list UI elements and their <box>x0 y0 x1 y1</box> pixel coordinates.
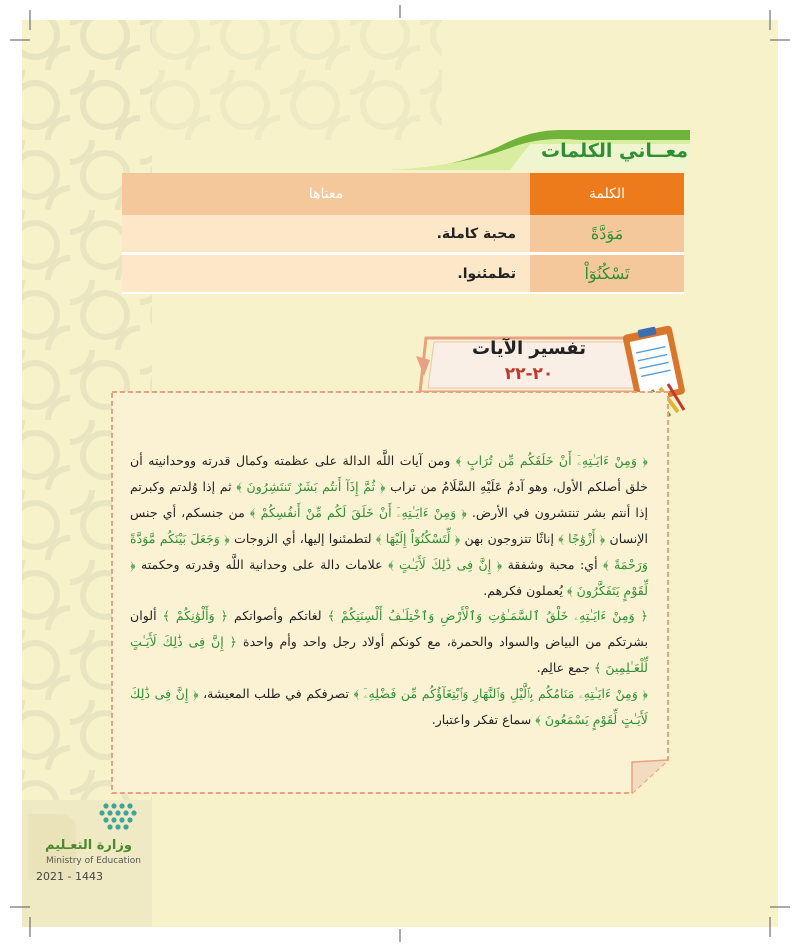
quran-verse: ﴿ وَمِنْ ءَايَـٰتِهِۦٓ أَنْ خَلَقَكُم مِّن تُرَابٍ ﴾ <box>455 453 648 468</box>
vocab-meaning: محبة كاملة. <box>122 215 530 254</box>
quran-verse: ﴿ وَمِنْ ءَايَـٰتِهِۦ خَلْقُ ٱلسَّمَـٰوَٰتِ وَٱلْأَرْضِ وَٱخْتِلَـٰفُ أَلْسِنَتِكُمْ ﴾ <box>327 608 649 624</box>
interpretation-text <box>130 448 648 733</box>
explanation: جمع عالِم. <box>536 660 590 676</box>
explanation: لغاتكم وأصواتكم <box>233 608 322 624</box>
vocabulary-table <box>122 173 684 294</box>
quran-verse: ﴿ وَجَعَلَ بَيْنَكُم مَّوَدَّةً وَرَحْمَةً ﴾ <box>130 530 648 572</box>
explanation: أي: محبة وشفقة <box>507 556 598 572</box>
quran-verse: ﴿ إِنَّ فِى ذَٰلِكَ لَأَيَـٰتٍ لِّقَوْمٍ يَسْمَعُونَ ﴾ <box>130 686 648 728</box>
interpretation-title: تفسير الآيات <box>471 338 587 359</box>
paragraph <box>130 448 648 603</box>
edition-year: 2021 - 1443 <box>36 870 103 883</box>
quran-verse: ﴿ إِنَّ فِى ذَٰلِكَ لَأَيَـٰتٍ ﴾ <box>388 556 503 572</box>
explanation: ألوان بشرتكم من البياض والسواد والحمرة، مع كونكم أولاد رجل واحد وأم واحدة <box>130 608 648 650</box>
verse-range: ٢٠-٢٢ <box>504 364 554 384</box>
column-header-word: الكلمة <box>530 173 684 215</box>
table-row <box>122 254 684 294</box>
explanation: تصرفكم في طلب المعيشة، <box>203 686 350 702</box>
explanation: علامات دالة على وحدانية اللَّه وقدرته وحكمته <box>140 556 383 572</box>
vocab-word: تَسْكُنُوٓاْ <box>530 254 684 294</box>
explanation: إناثًا تتزوجون بهن <box>464 530 554 546</box>
quran-verse: ﴿ ثُمَّ إِذَآ أَنتُم بَشَرٌ تَنتَشِرُونَ ﴾ <box>236 478 386 494</box>
paragraph <box>130 681 648 733</box>
column-header-meaning: معناها <box>122 173 530 215</box>
vocab-meaning: تطمئنوا. <box>122 254 530 294</box>
quran-verse: ﴿ إِنَّ فِى ذَٰلِكَ لَأَيَـٰتٍ لِّلْعَـٰلِمِينَ ﴾ <box>130 634 648 676</box>
paragraph <box>130 603 648 681</box>
explanation: ثم إذا وُلدتم وكبرتم إذا أنتم بشر تنتشرون في الأرض. <box>130 478 648 520</box>
quran-verse: ﴿ لِّتَسْكُنُوٓاْ إِلَيْهَا ﴾ <box>375 530 461 546</box>
quran-verse: ﴿ أَزْوَٰجًا ﴾ <box>558 530 606 546</box>
explanation: لتطمئنوا إليها، أي الزوجات <box>233 530 372 546</box>
ministry-name-english: Ministry of Education <box>46 856 141 866</box>
table-row <box>122 215 684 254</box>
quran-verse: ﴿ وَمِنْ ءَايَـٰتِهِۦٓ أَنْ خَلَقَ لَكُم مِّنْ أَنفُسِكُمْ ﴾ <box>249 504 467 520</box>
quran-verse: ﴿ وَمِنْ ءَايَـٰتِهِۦ مَنَامُكُم بِٱلَّيْلِ وَٱلنَّهَارِ وَٱبْتِغَآؤُكُم مِّن فَضْلِهِۦٓ ﴾ <box>353 686 648 702</box>
vocab-word: مَوَدَّةً <box>530 215 684 254</box>
ministry-name-arabic: وزارة التعـليم <box>45 838 132 853</box>
meanings-title: معــاني الكلمات <box>541 140 688 162</box>
explanation: من جنسكم، أي جنس الإنسان <box>130 504 648 546</box>
explanation: ومن آيات اللَّه الدالة على عظمته وكمال قدرته ووحدانيته أن خلق أصلكم الأول، وهو آدمُ عَلَيْهِ السَّلَامُ من تراب <box>130 453 648 494</box>
explanation: يُعملون فكرهم. <box>483 582 563 598</box>
quran-verse: ﴿ لِّقَوْمٍ يَتَفَكَّرُونَ ﴾ <box>130 556 648 598</box>
explanation: سماع تفكر واعتبار. <box>431 712 532 728</box>
quran-verse: ﴿ وَأَلْوَٰنِكُمْ ﴾ <box>162 608 228 624</box>
